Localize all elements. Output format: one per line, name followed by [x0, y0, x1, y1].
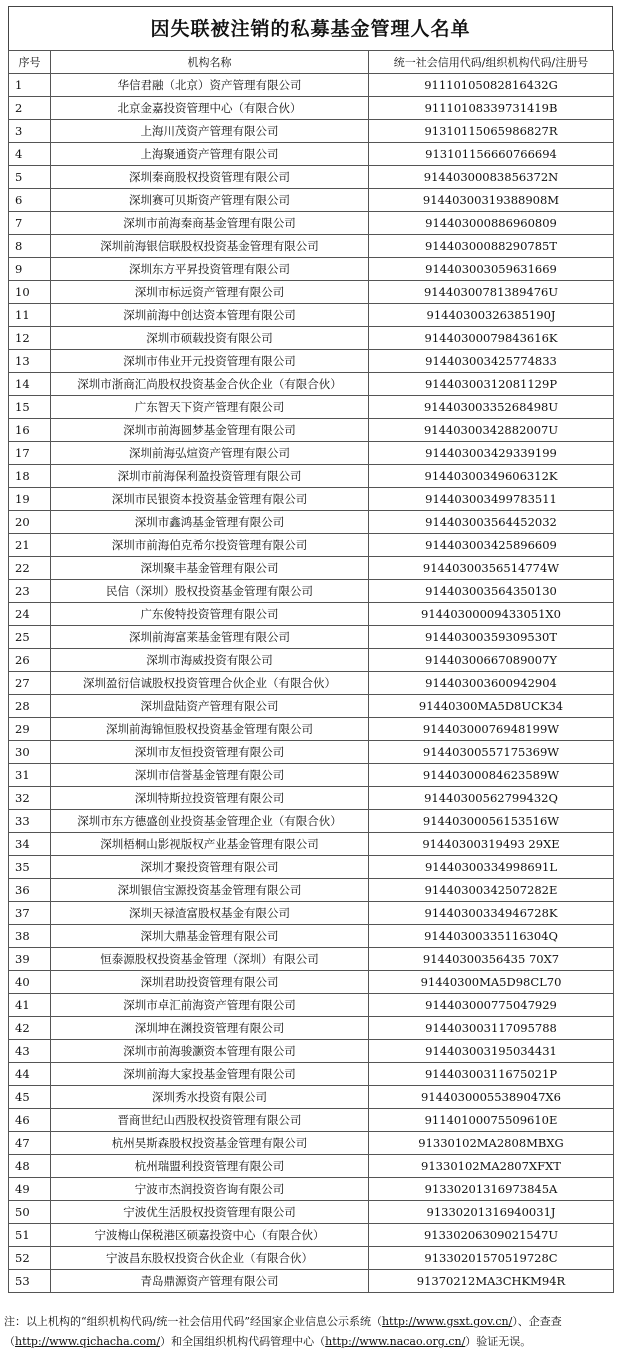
- table-row: [9, 166, 614, 189]
- institution-name: 深圳梧桐山影视版权产业基金管理有限公司: [51, 833, 369, 856]
- table-row: [9, 1017, 614, 1040]
- table-row: [9, 1178, 614, 1201]
- row-index: 20: [9, 511, 51, 534]
- row-index: 24: [9, 603, 51, 626]
- table-row: [9, 1201, 614, 1224]
- credit-code: 91440300MA5D98CL70: [369, 971, 614, 994]
- institution-name: 深圳秀水投资有限公司: [51, 1086, 369, 1109]
- row-index: 29: [9, 718, 51, 741]
- institution-name: 深圳市东方德盛创业投资基金管理企业（有限合伙）: [51, 810, 369, 833]
- row-index: 52: [9, 1247, 51, 1270]
- credit-code: 914403003425774833: [369, 350, 614, 373]
- institution-name: 深圳市卓汇前海资产管理有限公司: [51, 994, 369, 1017]
- institution-name: 北京金嘉投资管理中心（有限合伙）: [51, 97, 369, 120]
- row-index: 19: [9, 488, 51, 511]
- row-index: 41: [9, 994, 51, 1017]
- credit-code: 91440300349606312K: [369, 465, 614, 488]
- footnote: [4, 1312, 619, 1352]
- table-row: [9, 718, 614, 741]
- credit-code: 91440300667089007Y: [369, 649, 614, 672]
- row-index: 26: [9, 649, 51, 672]
- credit-code: 91440300342882007U: [369, 419, 614, 442]
- table-row: [9, 787, 614, 810]
- institution-name: 宁波昌东股权投资合伙企业（有限合伙）: [51, 1247, 369, 1270]
- table-row: [9, 465, 614, 488]
- table-row: [9, 143, 614, 166]
- institution-name: 晋商世纪山西股权投资管理有限公司: [51, 1109, 369, 1132]
- table-row: [9, 695, 614, 718]
- credit-code: 914403003059631669: [369, 258, 614, 281]
- credit-code: 91440300056153516W: [369, 810, 614, 833]
- institution-name: 深圳市前海秦商基金管理有限公司: [51, 212, 369, 235]
- table-row: [9, 258, 614, 281]
- credit-code: 91330201570519728C: [369, 1247, 614, 1270]
- table-header-row: [9, 51, 614, 74]
- table-row: [9, 626, 614, 649]
- nacao-link[interactable]: http://www.nacao.org.cn/: [325, 1335, 466, 1348]
- table-row: [9, 672, 614, 695]
- table-row: [9, 856, 614, 879]
- credit-code: 91110105082816432G: [369, 74, 614, 97]
- institution-name: 深圳银信宝源投资基金管理有限公司: [51, 879, 369, 902]
- row-index: 10: [9, 281, 51, 304]
- table-row: [9, 1040, 614, 1063]
- institution-name: 上海聚通资产管理有限公司: [51, 143, 369, 166]
- row-index: 35: [9, 856, 51, 879]
- credit-code: 91140100075509610E: [369, 1109, 614, 1132]
- institution-name: 深圳特斯拉投资管理有限公司: [51, 787, 369, 810]
- header-index: 序号: [9, 51, 51, 74]
- row-index: 32: [9, 787, 51, 810]
- credit-code: 91440300562799432Q: [369, 787, 614, 810]
- footnote-text: ）验证无误。: [465, 1335, 532, 1348]
- table-body: [9, 74, 614, 1293]
- credit-code: 91440300342507282E: [369, 879, 614, 902]
- credit-code: 914403003117095788: [369, 1017, 614, 1040]
- credit-code: 91440300079843616K: [369, 327, 614, 350]
- table-row: [9, 419, 614, 442]
- credit-code: 91440300084623589W: [369, 764, 614, 787]
- table-row: [9, 396, 614, 419]
- credit-code: 91440300083856372N: [369, 166, 614, 189]
- row-index: 28: [9, 695, 51, 718]
- credit-code: 91440300312081129P: [369, 373, 614, 396]
- table-row: [9, 488, 614, 511]
- row-index: 3: [9, 120, 51, 143]
- credit-code: 91440300335116304Q: [369, 925, 614, 948]
- institution-name: 深圳前海弘煊资产管理有限公司: [51, 442, 369, 465]
- row-index: 7: [9, 212, 51, 235]
- credit-code: 914403003564452032: [369, 511, 614, 534]
- row-index: 49: [9, 1178, 51, 1201]
- credit-code: 914403003425896609: [369, 534, 614, 557]
- institution-name: 深圳秦商股权投资管理有限公司: [51, 166, 369, 189]
- table-row: [9, 948, 614, 971]
- institution-name: 深圳市标远资产管理有限公司: [51, 281, 369, 304]
- institution-name: 深圳市前海骏灏资本管理有限公司: [51, 1040, 369, 1063]
- credit-code: 91440300557175369W: [369, 741, 614, 764]
- row-index: 23: [9, 580, 51, 603]
- qichacha-link[interactable]: http://www.qichacha.com/: [15, 1335, 161, 1348]
- institution-name: 广东俊特投资管理有限公司: [51, 603, 369, 626]
- table-row: [9, 879, 614, 902]
- row-index: 12: [9, 327, 51, 350]
- credit-code: 913101156660766694: [369, 143, 614, 166]
- credit-code: 91110108339731419B: [369, 97, 614, 120]
- row-index: 11: [9, 304, 51, 327]
- table-row: [9, 534, 614, 557]
- credit-code: 914403003499783511: [369, 488, 614, 511]
- table-row: [9, 373, 614, 396]
- institution-name: 恒泰源股权投资基金管理（深圳）有限公司: [51, 948, 369, 971]
- header-name: 机构名称: [51, 51, 369, 74]
- institution-name: 深圳市友恒投资管理有限公司: [51, 741, 369, 764]
- institution-name: 深圳坤在渊投资管理有限公司: [51, 1017, 369, 1040]
- institution-name: 深圳前海锦恒股权投资基金管理有限公司: [51, 718, 369, 741]
- row-index: 6: [9, 189, 51, 212]
- institution-name: 宁波优生活股权投资管理有限公司: [51, 1201, 369, 1224]
- institution-name: 深圳市海威投资有限公司: [51, 649, 369, 672]
- row-index: 2: [9, 97, 51, 120]
- table-row: [9, 442, 614, 465]
- institution-name: 深圳盘陆资产管理有限公司: [51, 695, 369, 718]
- table-row: [9, 511, 614, 534]
- credit-code: 91440300319493 29XE: [369, 833, 614, 856]
- row-index: 51: [9, 1224, 51, 1247]
- table-row: [9, 350, 614, 373]
- credit-code: 91330102MA2808MBXG: [369, 1132, 614, 1155]
- footnote-text: （: [4, 1335, 15, 1348]
- row-index: 42: [9, 1017, 51, 1040]
- institution-name: 深圳东方平昇投资管理有限公司: [51, 258, 369, 281]
- row-index: 50: [9, 1201, 51, 1224]
- row-index: 37: [9, 902, 51, 925]
- institution-name: 深圳君助投资管理有限公司: [51, 971, 369, 994]
- table-row: [9, 902, 614, 925]
- table-row: [9, 327, 614, 350]
- institution-name: 杭州昊斯森股权投资基金管理有限公司: [51, 1132, 369, 1155]
- row-index: 15: [9, 396, 51, 419]
- table-row: [9, 1063, 614, 1086]
- credit-code: 91440300781389476U: [369, 281, 614, 304]
- table-row: [9, 304, 614, 327]
- table-row: [9, 74, 614, 97]
- institution-name: 深圳市信誉基金管理有限公司: [51, 764, 369, 787]
- institution-name: 民信（深圳）股权投资基金管理有限公司: [51, 580, 369, 603]
- institution-name: 深圳市硕载投资有限公司: [51, 327, 369, 350]
- row-index: 21: [9, 534, 51, 557]
- row-index: 40: [9, 971, 51, 994]
- table-row: [9, 925, 614, 948]
- institution-name: 深圳盈衍信诚股权投资管理合伙企业（有限合伙）: [51, 672, 369, 695]
- institution-name: 深圳天禄渣富股权基金有限公司: [51, 902, 369, 925]
- table-row: [9, 741, 614, 764]
- institution-name: 华信君融（北京）资产管理有限公司: [51, 74, 369, 97]
- institution-name: 深圳才聚投资管理有限公司: [51, 856, 369, 879]
- institution-name: 深圳市前海圆梦基金管理有限公司: [51, 419, 369, 442]
- credit-code: 914403003429339199: [369, 442, 614, 465]
- table-row: [9, 1224, 614, 1247]
- table-row: [9, 649, 614, 672]
- table-row: [9, 212, 614, 235]
- institution-name: 深圳大鼎基金管理有限公司: [51, 925, 369, 948]
- row-index: 43: [9, 1040, 51, 1063]
- table-row: [9, 764, 614, 787]
- row-index: 14: [9, 373, 51, 396]
- table-row: [9, 189, 614, 212]
- gsxt-link[interactable]: http://www.gsxt.gov.cn/: [381, 1315, 513, 1328]
- table-row: [9, 1132, 614, 1155]
- row-index: 25: [9, 626, 51, 649]
- footnote-text: ）和全国组织机构代码管理中心（: [160, 1335, 326, 1348]
- credit-code: 91440300356514774W: [369, 557, 614, 580]
- credit-code: 91370212MA3CHKM94R: [369, 1270, 614, 1293]
- row-index: 22: [9, 557, 51, 580]
- credit-code: 91440300356435 70X7: [369, 948, 614, 971]
- credit-code: 91440300326385190J: [369, 304, 614, 327]
- credit-code: 91440300335268498U: [369, 396, 614, 419]
- credit-code: 91310115065986827R: [369, 120, 614, 143]
- row-index: 13: [9, 350, 51, 373]
- institution-name: 宁波市杰润投资咨询有限公司: [51, 1178, 369, 1201]
- row-index: 1: [9, 74, 51, 97]
- institution-name: 深圳市前海保利盈投资管理有限公司: [51, 465, 369, 488]
- row-index: 30: [9, 741, 51, 764]
- row-index: 46: [9, 1109, 51, 1132]
- row-index: 18: [9, 465, 51, 488]
- row-index: 33: [9, 810, 51, 833]
- row-index: 38: [9, 925, 51, 948]
- credit-code: 91440300055389047X6: [369, 1086, 614, 1109]
- institution-name: 深圳前海银信联股权投资基金管理有限公司: [51, 235, 369, 258]
- table-row: [9, 810, 614, 833]
- institution-name: 深圳市伟业开元投资管理有限公司: [51, 350, 369, 373]
- row-index: 47: [9, 1132, 51, 1155]
- credit-code: 91330102MA2807XFXT: [369, 1155, 614, 1178]
- institution-name: 广东智天下资产管理有限公司: [51, 396, 369, 419]
- table-row: [9, 994, 614, 1017]
- row-index: 53: [9, 1270, 51, 1293]
- institution-name: 杭州瑞盟利投资管理有限公司: [51, 1155, 369, 1178]
- credit-code: 91440300359309530T: [369, 626, 614, 649]
- institution-name: 深圳市浙商汇尚股权投资基金合伙企业（有限合伙）: [51, 373, 369, 396]
- institution-name: 深圳前海大家投基金管理有限公司: [51, 1063, 369, 1086]
- row-index: 45: [9, 1086, 51, 1109]
- row-index: 4: [9, 143, 51, 166]
- table-row: [9, 235, 614, 258]
- credit-code: 914403003195034431: [369, 1040, 614, 1063]
- table-row: [9, 603, 614, 626]
- row-index: 34: [9, 833, 51, 856]
- institution-name: 青岛鼎源资产管理有限公司: [51, 1270, 369, 1293]
- credit-code: 91440300334946728K: [369, 902, 614, 925]
- institution-name: 深圳赛可贝斯资产管理有限公司: [51, 189, 369, 212]
- institution-name: 深圳市鑫鸿基金管理有限公司: [51, 511, 369, 534]
- table-row: [9, 1086, 614, 1109]
- row-index: 8: [9, 235, 51, 258]
- table-row: [9, 281, 614, 304]
- row-index: 17: [9, 442, 51, 465]
- manager-table: [8, 50, 614, 1293]
- institution-name: 上海川茂资产管理有限公司: [51, 120, 369, 143]
- credit-code: 91330206309021547U: [369, 1224, 614, 1247]
- row-index: 27: [9, 672, 51, 695]
- footnote-line-2: [4, 1332, 619, 1352]
- table-row: [9, 557, 614, 580]
- table-row: [9, 97, 614, 120]
- row-index: 44: [9, 1063, 51, 1086]
- footnote-text: ）、企查查: [512, 1315, 562, 1328]
- row-index: 31: [9, 764, 51, 787]
- document: [8, 6, 613, 1293]
- credit-code: 914403000775047929: [369, 994, 614, 1017]
- institution-name: 深圳市民银资本投资基金管理有限公司: [51, 488, 369, 511]
- institution-name: 深圳聚丰基金管理有限公司: [51, 557, 369, 580]
- credit-code: 914403003564350130: [369, 580, 614, 603]
- table-row: [9, 580, 614, 603]
- table-row: [9, 1109, 614, 1132]
- row-index: 36: [9, 879, 51, 902]
- row-index: 9: [9, 258, 51, 281]
- credit-code: 91440300MA5D8UCK34: [369, 695, 614, 718]
- table-row: [9, 1270, 614, 1293]
- table-row: [9, 833, 614, 856]
- credit-code: 91440300311675021P: [369, 1063, 614, 1086]
- institution-name: 深圳前海中创达资本管理有限公司: [51, 304, 369, 327]
- table-row: [9, 120, 614, 143]
- footnote-line-1: [4, 1312, 619, 1332]
- institution-name: 深圳前海富莱基金管理有限公司: [51, 626, 369, 649]
- credit-code: 91440300088290785T: [369, 235, 614, 258]
- table-row: [9, 1155, 614, 1178]
- row-index: 5: [9, 166, 51, 189]
- row-index: 48: [9, 1155, 51, 1178]
- credit-code: 91440300076948199W: [369, 718, 614, 741]
- credit-code: 91440300319388908M: [369, 189, 614, 212]
- credit-code: 91330201316973845A: [369, 1178, 614, 1201]
- credit-code: 914403003600942904: [369, 672, 614, 695]
- credit-code: 914403000886960809: [369, 212, 614, 235]
- table-row: [9, 971, 614, 994]
- credit-code: 91440300009433051X0: [369, 603, 614, 626]
- institution-name: 深圳市前海伯克希尔投资管理有限公司: [51, 534, 369, 557]
- credit-code: 91440300334998691L: [369, 856, 614, 879]
- credit-code: 91330201316940031J: [369, 1201, 614, 1224]
- row-index: 39: [9, 948, 51, 971]
- footnote-text: 注：以上机构的“组织机构代码/统一社会信用代码”经国家企业信息公示系统（: [4, 1315, 382, 1328]
- page-title: 因失联被注销的私募基金管理人名单: [8, 6, 613, 50]
- header-code: 统一社会信用代码/组织机构代码/注册号: [369, 51, 614, 74]
- row-index: 16: [9, 419, 51, 442]
- institution-name: 宁波梅山保税港区硕嘉投资中心（有限合伙）: [51, 1224, 369, 1247]
- table-row: [9, 1247, 614, 1270]
